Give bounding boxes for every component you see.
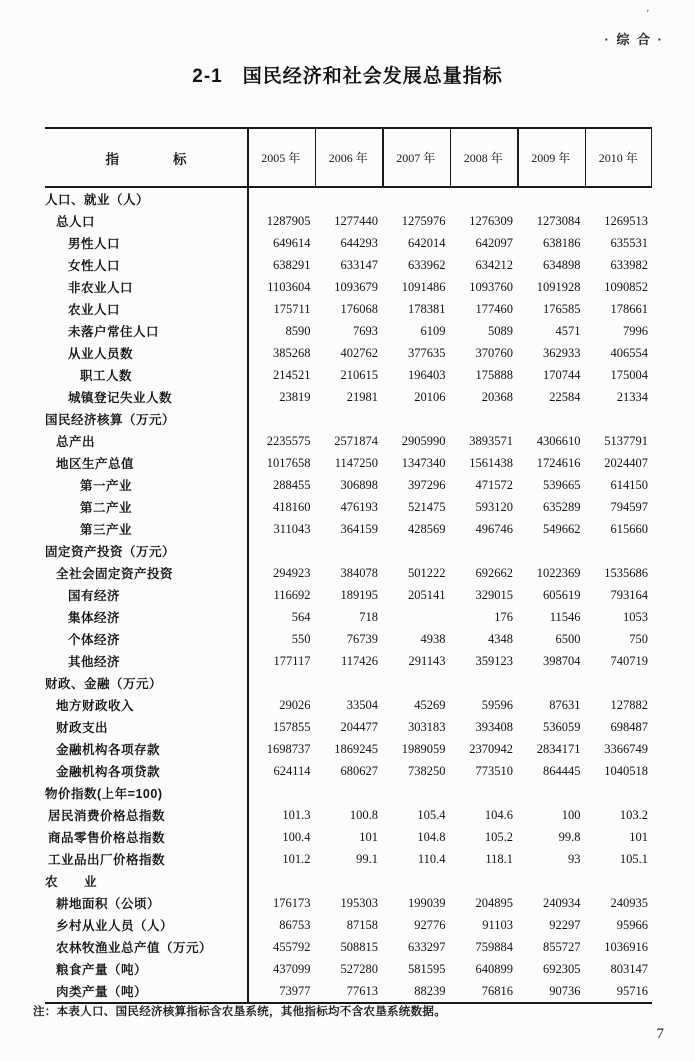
section-row	[45, 408, 652, 430]
cell-value: 550	[291, 631, 311, 646]
cell-value: 615660	[610, 521, 648, 536]
row-label: 农 业	[45, 875, 98, 889]
table-row	[45, 452, 652, 474]
row-label: 固定资产投资（万元）	[45, 545, 176, 559]
stub-column-divider	[247, 188, 249, 1002]
cell-value: 100.4	[282, 829, 311, 844]
row-label: 商品零售价格总指数	[48, 831, 166, 845]
table-footnote: 注：本表人口、国民经济核算指标含农垦系统，其他指标均不含农垦系统数据。	[33, 1006, 446, 1018]
row-label: 乡村从业人员（人）	[56, 919, 174, 933]
header-divider	[651, 129, 653, 186]
cell-value: 294923	[273, 565, 311, 580]
cell-value: 21334	[616, 389, 648, 404]
cell-value: 1287905	[266, 213, 311, 228]
table-row	[45, 430, 652, 452]
row-label: 农业人口	[68, 303, 121, 317]
cell-value: 718	[359, 609, 378, 624]
cell-value: 87631	[549, 697, 581, 712]
cell-value: 635289	[543, 499, 581, 514]
table-row	[45, 914, 652, 936]
table-row	[45, 892, 652, 914]
row-label: 女性人口	[68, 259, 121, 273]
cell-value: 101.3	[282, 807, 311, 822]
cell-value: 303183	[408, 719, 446, 734]
page-number: 7	[656, 1026, 664, 1042]
cell-value: 7996	[623, 323, 648, 338]
cell-value: 1535686	[604, 565, 648, 580]
cell-value: 291143	[408, 653, 446, 668]
cell-value: 5089	[488, 323, 513, 338]
cell-value: 3893571	[469, 433, 513, 448]
cell-value: 105.4	[417, 807, 446, 822]
cell-value: 471572	[475, 477, 513, 492]
cell-value: 1276309	[469, 213, 513, 228]
row-label: 个体经济	[68, 633, 121, 647]
table-row	[45, 364, 652, 386]
cell-value: 77613	[346, 983, 378, 998]
cell-value: 329015	[475, 587, 513, 602]
cell-value: 4348	[488, 631, 513, 646]
cell-value: 536059	[543, 719, 581, 734]
cell-value: 99.8	[558, 829, 581, 844]
cell-value: 8590	[285, 323, 311, 338]
row-label: 总人口	[56, 215, 96, 229]
row-label: 耕地面积（公顷）	[56, 897, 161, 911]
cell-value: 638186	[543, 235, 581, 250]
cell-value: 92297	[549, 917, 581, 932]
table-row	[45, 760, 652, 782]
header-divider	[247, 129, 249, 186]
row-label: 财政支出	[56, 721, 109, 735]
cell-value: 7693	[353, 323, 378, 338]
table-row	[45, 254, 652, 276]
cell-value: 527280	[340, 961, 378, 976]
table-row	[45, 342, 652, 364]
cell-value: 175711	[273, 301, 311, 316]
cell-value: 95716	[616, 983, 648, 998]
cell-value: 549662	[543, 521, 581, 536]
year-header-2010: 2010 年	[598, 151, 638, 165]
cell-value: 539665	[543, 477, 581, 492]
table-row	[45, 496, 652, 518]
cell-value: 73977	[279, 983, 311, 998]
cell-value: 633962	[408, 257, 446, 272]
cell-value: 2024407	[604, 455, 648, 470]
table-row	[45, 518, 652, 540]
cell-value: 11546	[549, 609, 581, 624]
cell-value: 564	[291, 609, 311, 624]
cell-value: 581595	[408, 961, 446, 976]
cell-value: 117426	[340, 653, 378, 668]
row-label: 农林牧渔业总产值（万元）	[56, 941, 213, 955]
section-row	[45, 540, 652, 562]
cell-value: 1277440	[334, 213, 378, 228]
cell-value: 22584	[549, 389, 581, 404]
table-row	[45, 606, 652, 628]
cell-value: 240934	[543, 895, 581, 910]
cell-value: 157855	[273, 719, 311, 734]
cell-value: 384078	[340, 565, 378, 580]
cell-value: 634898	[543, 257, 581, 272]
cell-value: 240935	[610, 895, 648, 910]
cell-value: 1273084	[536, 213, 581, 228]
cell-value: 76739	[346, 631, 378, 646]
cell-value: 2905990	[401, 433, 446, 448]
cell-value: 175888	[475, 367, 513, 382]
row-label: 全社会固定资产投资	[56, 567, 174, 581]
cell-value: 1017658	[266, 455, 311, 470]
header-divider	[315, 129, 317, 186]
scan-artifact: ,	[645, 1, 652, 15]
cell-value: 178381	[408, 301, 446, 316]
cell-value: 21981	[346, 389, 378, 404]
cell-value: 635531	[610, 235, 648, 250]
cell-value: 698487	[610, 719, 648, 734]
cell-value: 45269	[414, 697, 446, 712]
cell-value: 1869245	[334, 741, 378, 756]
cell-value: 86753	[279, 917, 311, 932]
cell-value: 20106	[414, 389, 446, 404]
cell-value: 101.2	[282, 851, 311, 866]
cell-value: 199039	[408, 895, 446, 910]
table-row	[45, 936, 652, 958]
cell-value: 93	[568, 851, 581, 866]
table-row	[45, 980, 652, 1002]
cell-value: 205141	[408, 587, 446, 602]
row-label: 城镇登记失业人数	[68, 391, 173, 405]
cell-value: 99.1	[356, 851, 378, 866]
cell-value: 642014	[408, 235, 446, 250]
cell-value: 90736	[549, 983, 581, 998]
year-header-2007: 2007 年	[396, 151, 436, 165]
cell-value: 311043	[273, 521, 311, 536]
cell-value: 1347340	[401, 455, 446, 470]
table-row	[45, 738, 652, 760]
cell-value: 4306610	[536, 433, 581, 448]
row-label: 地区生产总值	[56, 457, 135, 471]
table-row	[45, 826, 652, 848]
table-row	[45, 320, 652, 342]
cell-value: 1989059	[401, 741, 446, 756]
cell-value: 428569	[408, 521, 446, 536]
table-row	[45, 232, 652, 254]
cell-value: 794597	[610, 499, 648, 514]
cell-value: 116692	[273, 587, 311, 602]
cell-value: 1561438	[469, 455, 513, 470]
cell-value: 59596	[481, 697, 513, 712]
row-label: 男性人口	[68, 237, 121, 251]
table-header	[45, 127, 652, 188]
cell-value: 105.2	[484, 829, 513, 844]
cell-value: 649614	[273, 235, 311, 250]
cell-value: 740719	[610, 653, 648, 668]
cell-value: 634212	[475, 257, 513, 272]
cell-value: 397296	[408, 477, 446, 492]
cell-value: 105.1	[619, 851, 648, 866]
cell-value: 1090852	[604, 279, 648, 294]
cell-value: 20368	[481, 389, 513, 404]
table-body	[45, 188, 652, 1004]
cell-value: 196403	[408, 367, 446, 382]
cell-value: 1269513	[604, 213, 648, 228]
cell-value: 362933	[543, 345, 581, 360]
cell-value: 6500	[555, 631, 581, 646]
cell-value: 104.6	[484, 807, 513, 822]
cell-value: 2571874	[334, 433, 378, 448]
page-title: 2-1 国民经济和社会发展总量指标	[192, 66, 503, 87]
cell-value: 176	[494, 609, 513, 624]
cell-value: 127882	[610, 697, 648, 712]
cell-value: 306898	[340, 477, 378, 492]
year-header-2008: 2008 年	[463, 151, 503, 165]
cell-value: 455792	[273, 939, 311, 954]
row-label: 肉类产量（吨）	[56, 985, 148, 999]
cell-value: 759884	[475, 939, 513, 954]
table-row	[45, 694, 652, 716]
cell-value: 33504	[346, 697, 378, 712]
row-label: 居民消费价格总指数	[48, 809, 166, 823]
table-row	[45, 958, 652, 980]
cell-value: 204477	[340, 719, 378, 734]
row-label: 国有经济	[68, 589, 121, 603]
cell-value: 398704	[543, 653, 581, 668]
row-label: 总产出	[56, 435, 96, 449]
cell-value: 605619	[543, 587, 581, 602]
cell-value: 29026	[279, 697, 311, 712]
cell-value: 680627	[340, 763, 378, 778]
cell-value: 364159	[340, 521, 378, 536]
row-label: 未落户常住人口	[68, 325, 160, 339]
cell-value: 288455	[273, 477, 311, 492]
table-row	[45, 474, 652, 496]
section-corner-label: · 综 合 ·	[604, 32, 664, 47]
cell-value: 2235575	[266, 433, 311, 448]
cell-value: 793164	[610, 587, 648, 602]
section-row	[45, 188, 652, 210]
cell-value: 1103604	[267, 279, 311, 294]
cell-value: 92776	[414, 917, 446, 932]
section-row	[45, 870, 652, 892]
cell-value: 189195	[340, 587, 378, 602]
table-row	[45, 716, 652, 738]
cell-value: 638291	[273, 257, 311, 272]
cell-value: 176173	[273, 895, 311, 910]
row-label: 非农业人口	[68, 281, 134, 295]
cell-value: 1724616	[536, 455, 581, 470]
cell-value: 4938	[420, 631, 446, 646]
header-divider	[450, 129, 452, 186]
cell-value: 370760	[475, 345, 513, 360]
cell-value: 176068	[340, 301, 378, 316]
row-label: 其他经济	[68, 655, 121, 669]
row-label: 粮食产量（吨）	[56, 963, 148, 977]
row-label: 第二产业	[80, 501, 133, 515]
row-label: 金融机构各项存款	[56, 743, 161, 757]
row-label: 集体经济	[68, 611, 121, 625]
cell-value: 175004	[610, 367, 648, 382]
cell-value: 624114	[273, 763, 311, 778]
row-label: 物价指数(上年=100)	[45, 787, 163, 801]
table-row	[45, 804, 652, 826]
cell-value: 633297	[408, 939, 446, 954]
cell-value: 110.4	[417, 851, 446, 866]
table-row	[45, 562, 652, 584]
cell-value: 178661	[610, 301, 648, 316]
cell-value: 210615	[340, 367, 378, 382]
cell-value: 1698737	[266, 741, 311, 756]
cell-value: 437099	[273, 961, 311, 976]
cell-value: 204895	[475, 895, 513, 910]
row-label: 财政、金融（万元）	[45, 677, 163, 691]
cell-value: 508815	[340, 939, 378, 954]
cell-value: 214521	[273, 367, 311, 382]
table-row	[45, 276, 652, 298]
table-row	[45, 298, 652, 320]
header-divider	[585, 129, 587, 186]
section-row	[45, 672, 652, 694]
cell-value: 6109	[420, 323, 446, 338]
cell-value: 1093760	[469, 279, 513, 294]
cell-value: 95966	[616, 917, 648, 932]
cell-value: 177460	[475, 301, 513, 316]
row-label: 工业品出厂价格指数	[48, 853, 166, 867]
cell-value: 103.2	[619, 807, 648, 822]
cell-value: 91103	[482, 917, 513, 932]
cell-value: 644293	[340, 235, 378, 250]
cell-value: 76816	[481, 983, 513, 998]
cell-value: 100.8	[349, 807, 378, 822]
table-row	[45, 848, 652, 870]
cell-value: 864445	[543, 763, 581, 778]
cell-value: 101	[359, 829, 378, 844]
cell-value: 418160	[273, 499, 311, 514]
cell-value: 750	[629, 631, 648, 646]
cell-value: 2834171	[536, 741, 581, 756]
cell-value: 170744	[543, 367, 581, 382]
cell-value: 101	[629, 829, 648, 844]
cell-value: 1275976	[401, 213, 446, 228]
cell-value: 87158	[346, 917, 378, 932]
row-label: 国民经济核算（万元）	[45, 413, 176, 427]
table-row	[45, 650, 652, 672]
table-row	[45, 386, 652, 408]
cell-value: 385268	[273, 345, 311, 360]
cell-value: 1091486	[401, 279, 446, 294]
cell-value: 2370942	[469, 741, 513, 756]
cell-value: 5137791	[604, 433, 648, 448]
stub-header: 指 标	[105, 151, 187, 167]
row-label: 职工人数	[80, 369, 133, 383]
cell-value: 642097	[475, 235, 513, 250]
cell-value: 593120	[475, 499, 513, 514]
year-header-2005: 2005 年	[261, 151, 301, 165]
cell-value: 23819	[279, 389, 311, 404]
cell-value: 476193	[340, 499, 378, 514]
cell-value: 633147	[340, 257, 378, 272]
row-label: 金融机构各项贷款	[56, 765, 161, 779]
stats-table	[45, 127, 652, 1004]
cell-value: 738250	[408, 763, 446, 778]
cell-value: 633982	[610, 257, 648, 272]
row-label: 从业人员数	[68, 347, 134, 361]
cell-value: 402762	[340, 345, 378, 360]
table-row	[45, 584, 652, 606]
cell-value: 1091928	[536, 279, 581, 294]
cell-value: 496746	[475, 521, 513, 536]
cell-value: 406554	[610, 345, 648, 360]
section-row	[45, 782, 652, 804]
header-divider	[382, 129, 384, 186]
cell-value: 1147250	[334, 455, 378, 470]
cell-value: 692305	[543, 961, 581, 976]
cell-value: 100	[561, 807, 581, 822]
cell-value: 521475	[408, 499, 446, 514]
table-row	[45, 210, 652, 232]
row-label: 第三产业	[80, 523, 133, 537]
cell-value: 692662	[475, 565, 513, 580]
cell-value: 195303	[340, 895, 378, 910]
cell-value: 118.1	[485, 851, 513, 866]
year-header-2009: 2009 年	[531, 151, 571, 165]
cell-value: 88239	[414, 983, 446, 998]
cell-value: 1053	[623, 609, 648, 624]
row-label: 人口、就业（人）	[45, 193, 150, 207]
cell-value: 176585	[543, 301, 581, 316]
cell-value: 1022369	[536, 565, 581, 580]
header-divider	[517, 129, 519, 186]
row-label: 第一产业	[80, 479, 133, 493]
cell-value: 773510	[475, 763, 513, 778]
cell-value: 614150	[610, 477, 648, 492]
cell-value: 4571	[555, 323, 581, 338]
cell-value: 3366749	[604, 741, 648, 756]
cell-value: 1036916	[604, 939, 648, 954]
year-header-2006: 2006 年	[328, 151, 368, 165]
cell-value: 377635	[408, 345, 446, 360]
cell-value: 501222	[408, 565, 446, 580]
cell-value: 177117	[273, 653, 311, 668]
cell-value: 104.8	[417, 829, 446, 844]
cell-value: 855727	[543, 939, 581, 954]
cell-value: 393408	[475, 719, 513, 734]
table-row	[45, 628, 652, 650]
cell-value: 1093679	[334, 279, 378, 294]
cell-value: 359123	[475, 653, 513, 668]
row-label: 地方财政收入	[56, 699, 135, 713]
cell-value: 640899	[475, 961, 513, 976]
cell-value: 1040518	[604, 763, 648, 778]
cell-value: 803147	[610, 961, 648, 976]
